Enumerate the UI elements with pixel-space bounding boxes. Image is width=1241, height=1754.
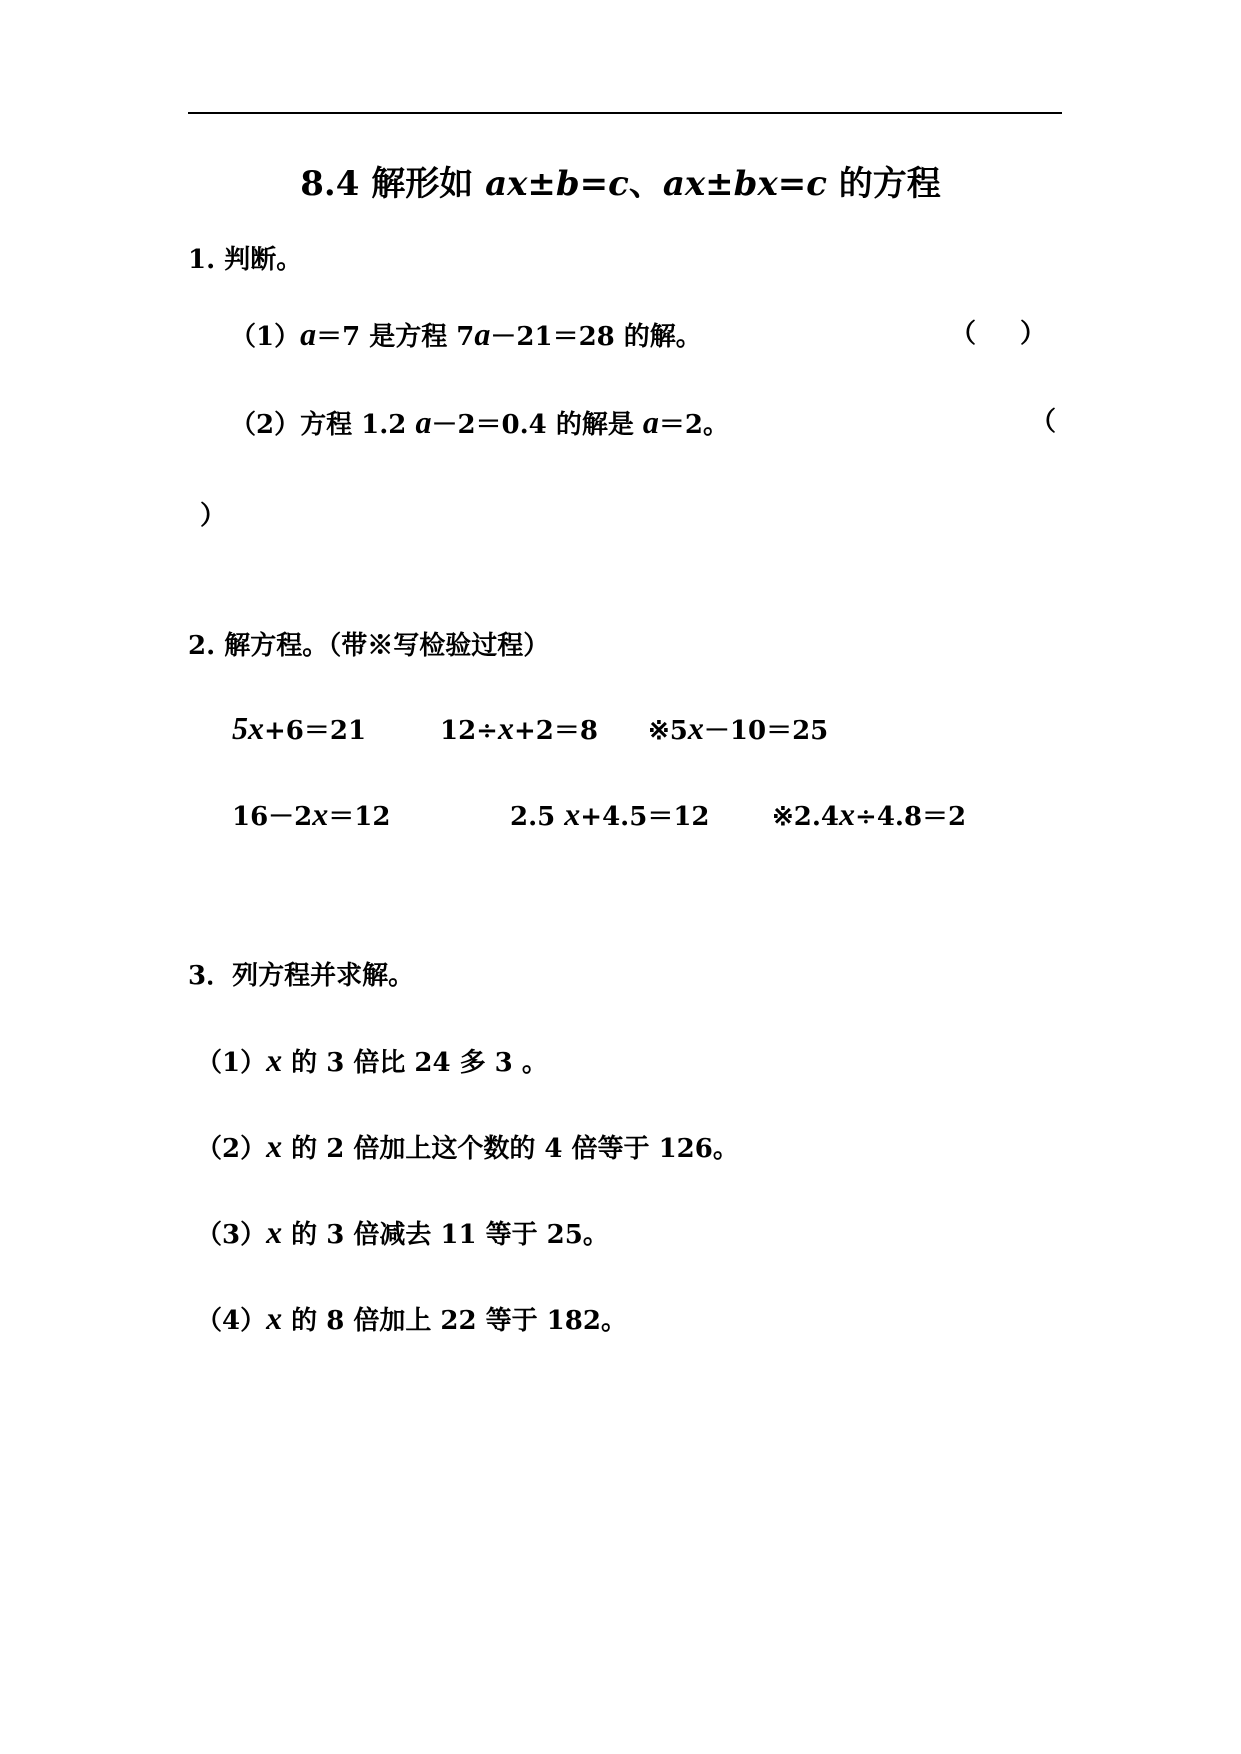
section2-heading: 2. 解方程。（带※写检验过程） xyxy=(188,631,550,661)
equation-3: ※5x－10＝25 xyxy=(648,710,829,746)
section1-heading: 1. 判断。 xyxy=(188,245,303,275)
page-title: 8.4 解形如 ax±b=c、ax±bx=c 的方程 xyxy=(300,164,941,204)
judge-question-1: （1）a＝7 是方程 7a－21＝28 的解。 xyxy=(230,316,702,352)
equation-4: 16－2x＝12 xyxy=(232,796,391,832)
equation-1: 5x+6＝21 xyxy=(232,710,367,746)
word-problem-2: （2）x 的 2 倍加上这个数的 4 倍等于 126。 xyxy=(196,1128,739,1164)
word-problem-1: （1）x 的 3 倍比 24 多 3 。 xyxy=(196,1042,548,1078)
answer-bracket-1-open: （ xyxy=(950,319,977,349)
answer-bracket-2-close: ） xyxy=(200,501,227,531)
word-problem-4: （4）x 的 8 倍加上 22 等于 182。 xyxy=(196,1300,627,1336)
equation-2: 12÷x+2＝8 xyxy=(440,710,598,746)
judge-question-2: （2）方程 1.2 a－2＝0.4 的解是 a＝2。 xyxy=(230,404,729,440)
answer-bracket-1-close: ） xyxy=(1020,319,1047,349)
answer-bracket-2-open: （ xyxy=(1030,407,1057,437)
section3-heading: 3．列方程并求解。 xyxy=(188,961,415,991)
header-rule xyxy=(188,112,1062,114)
word-problem-3: （3）x 的 3 倍减去 11 等于 25。 xyxy=(196,1214,609,1250)
equation-5: 2.5 x+4.5＝12 xyxy=(510,796,710,832)
equation-6: ※2.4x÷4.8＝2 xyxy=(772,796,967,832)
